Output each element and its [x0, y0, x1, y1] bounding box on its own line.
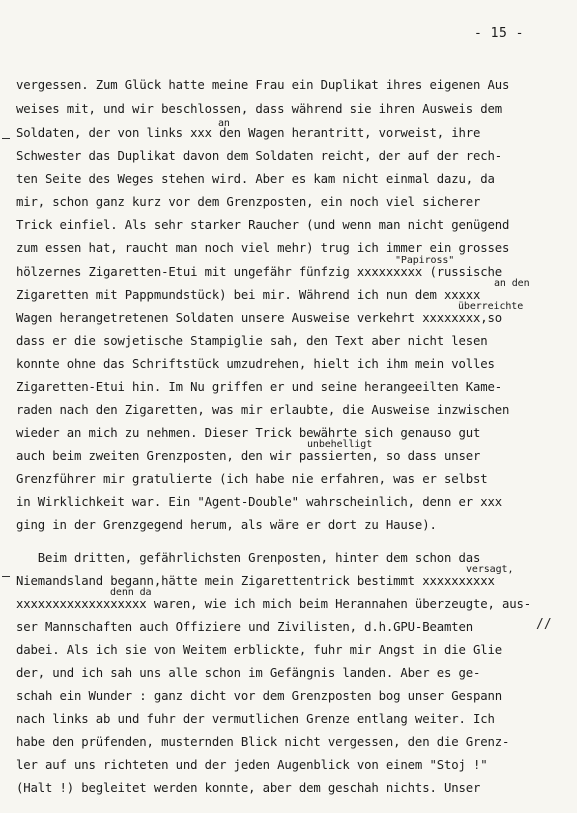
text-line: Wagen herangetretenen Soldaten unsere Ausweise verkehrt xxxxxxxx,so — [16, 311, 502, 325]
text-line: Grenzführer mir gratulierte (ich habe nie erfahren, was er selbst — [16, 472, 488, 486]
interlinear-insertion: an den — [494, 278, 530, 289]
text-line: raden nach den Zigaretten, was mir erlaubte, die Ausweise inzwischen — [16, 403, 510, 417]
interlinear-insertion: denn da — [110, 587, 152, 598]
text-line: vergessen. Zum Glück hatte meine Frau ein Duplikat ihres eigenen Aus — [16, 78, 510, 92]
text-line: Zigaretten-Etui hin. Im Nu griffen er und seine herangeeilten Kame- — [16, 380, 502, 394]
text-line: habe den prüfenden, musternden Blick nicht vergessen, den die Grenz- — [16, 735, 510, 749]
margin-mark — [2, 576, 10, 577]
margin-mark — [2, 138, 10, 139]
interlinear-insertion: unbehelligt — [307, 439, 373, 450]
text-line: Niemandsland begann,hätte mein Zigarettentrick bestimmt xxxxxxxxxx — [16, 574, 495, 588]
text-line: nach links ab und fuhr der vermutlichen Grenze entlang weiter. Ich — [16, 712, 495, 726]
page-number: - 15 - — [474, 26, 524, 41]
text-line: wieder an mich zu nehmen. Dieser Trick bewährte sich genauso gut — [16, 426, 481, 440]
text-line: auch beim zweiten Grenzposten, den wir passierten, so dass unser — [16, 449, 481, 463]
text-line: mir, schon ganz kurz vor dem Grenzposten, ein noch viel sicherer — [16, 195, 481, 209]
text-line: Beim dritten, gefährlichsten Grenposten, hinter dem schon das — [16, 551, 481, 565]
text-line: weises mit, und wir beschlossen, dass während sie ihren Ausweis dem — [16, 102, 502, 116]
text-line: Schwester das Duplikat davon dem Soldaten reicht, der auf der rech- — [16, 149, 502, 163]
text-line: Trick einfiel. Als sehr starker Raucher (und wenn man nicht genügend — [16, 218, 510, 232]
interlinear-insertion: an — [218, 118, 230, 129]
interlinear-insertion: "Papiross" — [395, 255, 455, 266]
text-line: der, und ich sah uns alle schon im Gefängnis landen. Aber es ge- — [16, 666, 481, 680]
text-line: schah ein Wunder : ganz dicht vor dem Grenzposten bog unser Gespann — [16, 689, 502, 703]
text-line: xxxxxxxxxxxxxxxxxx waren, wie ich mich beim Herannahen überzeugte, aus- — [16, 597, 531, 611]
interlinear-insertion: überreichte — [458, 301, 524, 312]
text-line: Soldaten, der von links xxx den Wagen herantritt, vorweist, ihre — [16, 126, 481, 140]
text-line: ler auf uns richteten und der jeden Augenblick von einem "Stoj !" — [16, 758, 488, 772]
text-line: (Halt !) begleitet werden konnte, aber dem geschah nichts. Unser — [16, 781, 481, 795]
text-line: in Wirklichkeit war. Ein "Agent-Double" wahrscheinlich, denn er xxx — [16, 495, 502, 509]
text-line: zum essen hat, raucht man noch viel mehr) trug ich immer ein grosses — [16, 241, 510, 255]
text-line: dabei. Als ich sie von Weitem erblickte, fuhr mir Angst in die Glie — [16, 643, 502, 657]
text-line: ging in der Grenzgegend herum, als wäre er dort zu Hause). — [16, 518, 437, 532]
margin-note: // — [536, 617, 552, 632]
text-line: dass er die sowjetische Stampiglie sah, den Text aber nicht lesen — [16, 334, 488, 348]
text-line: hölzernes Zigaretten-Etui mit ungefähr fünfzig xxxxxxxxx (russische — [16, 265, 502, 279]
text-line: Zigaretten mit Pappmundstück) bei mir. Während ich nun dem xxxxx — [16, 288, 481, 302]
text-line: ten Seite des Weges stehen wird. Aber es kam nicht einmal dazu, da — [16, 172, 495, 186]
interlinear-insertion: versagt, — [466, 564, 514, 575]
text-line: konnte ohne das Schriftstück umzudrehen, hielt ich ihm mein volles — [16, 357, 495, 371]
text-line: ser Mannschaften auch Offiziere und Zivilisten, d.h.GPU-Beamten — [16, 620, 473, 634]
